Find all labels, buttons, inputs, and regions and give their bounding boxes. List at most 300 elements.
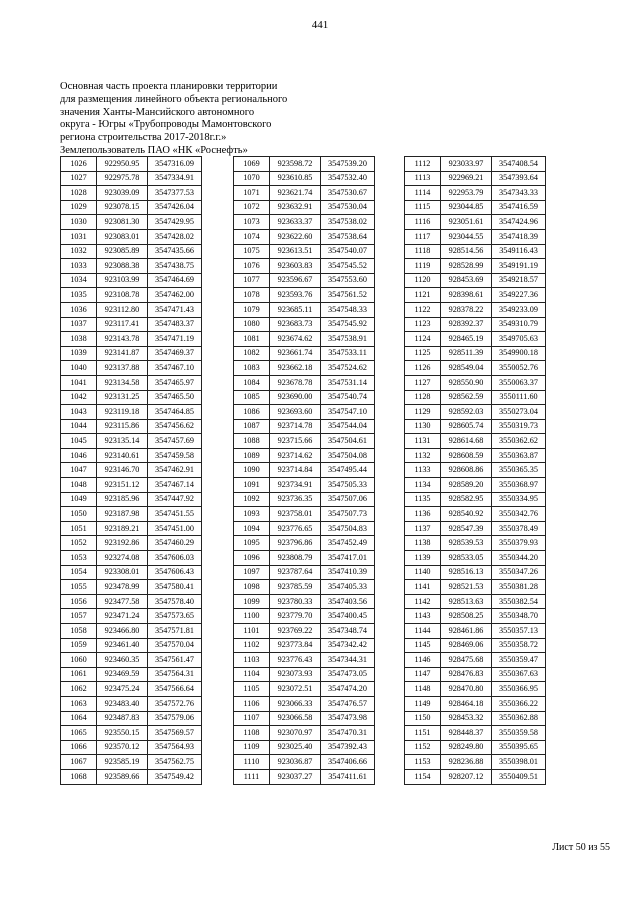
heading-line: для размещения линейного объекта регионального (60, 93, 288, 105)
point-number-cell: 1143 (405, 609, 441, 624)
table-row (234, 667, 375, 682)
heading-line: Землепользователь ПАО «НК «Роснефть» (60, 144, 248, 156)
y-coordinate-cell: 3550342.76 (492, 507, 546, 522)
table-row (405, 696, 546, 711)
table-row (234, 361, 375, 376)
document-heading (60, 81, 360, 158)
point-number-cell: 1057 (61, 609, 97, 624)
table-row (61, 638, 202, 653)
table-row (405, 463, 546, 478)
table-row (61, 419, 202, 434)
table-row (234, 419, 375, 434)
table-row (234, 375, 375, 390)
point-number-cell: 1071 (234, 186, 270, 201)
y-coordinate-cell: 3550052.76 (492, 361, 546, 376)
x-coordinate-cell: 923025.40 (270, 740, 321, 755)
point-number-cell: 1147 (405, 667, 441, 682)
x-coordinate-cell: 928592.03 (441, 405, 492, 420)
x-coordinate-cell: 923078.15 (97, 200, 148, 215)
table-row (405, 521, 546, 536)
y-coordinate-cell: 3550368.97 (492, 478, 546, 493)
table-row (234, 726, 375, 741)
x-coordinate-cell: 923117.41 (97, 317, 148, 332)
y-coordinate-cell: 3547538.91 (321, 332, 375, 347)
x-coordinate-cell: 923714.62 (270, 448, 321, 463)
y-coordinate-cell: 3547429.95 (148, 215, 202, 230)
y-coordinate-cell: 3547467.10 (148, 361, 202, 376)
x-coordinate-cell: 923141.87 (97, 346, 148, 361)
point-number-cell: 1034 (61, 273, 97, 288)
x-coordinate-cell: 923471.24 (97, 609, 148, 624)
x-coordinate-cell: 923103.99 (97, 273, 148, 288)
x-coordinate-cell: 922950.95 (97, 157, 148, 172)
point-number-cell: 1135 (405, 492, 441, 507)
table-row (234, 317, 375, 332)
table-row (405, 302, 546, 317)
y-coordinate-cell: 3547426.04 (148, 200, 202, 215)
x-coordinate-cell: 928608.59 (441, 448, 492, 463)
table-row (405, 740, 546, 755)
x-coordinate-cell: 923779.70 (270, 609, 321, 624)
point-number-cell: 1029 (61, 200, 97, 215)
table-row (405, 171, 546, 186)
point-number-cell: 1040 (61, 361, 97, 376)
point-number-cell: 1072 (234, 200, 270, 215)
x-coordinate-cell: 923140.61 (97, 448, 148, 463)
y-coordinate-cell: 3547471.43 (148, 302, 202, 317)
y-coordinate-cell: 3550111.60 (492, 390, 546, 405)
table-row (61, 492, 202, 507)
table-row (61, 551, 202, 566)
point-number-cell: 1045 (61, 434, 97, 449)
y-coordinate-cell: 3547406.66 (321, 755, 375, 770)
table-row (405, 726, 546, 741)
y-coordinate-cell: 3547544.04 (321, 419, 375, 434)
table-row (405, 478, 546, 493)
x-coordinate-cell: 923603.83 (270, 259, 321, 274)
point-number-cell: 1044 (61, 419, 97, 434)
y-coordinate-cell: 3547564.31 (148, 667, 202, 682)
y-coordinate-cell: 3547545.92 (321, 317, 375, 332)
table-row (61, 696, 202, 711)
y-coordinate-cell: 3547467.14 (148, 478, 202, 493)
point-number-cell: 1114 (405, 186, 441, 201)
x-coordinate-cell: 928249.80 (441, 740, 492, 755)
point-number-cell: 1068 (61, 769, 97, 784)
x-coordinate-cell: 923589.66 (97, 769, 148, 784)
point-number-cell: 1126 (405, 361, 441, 376)
y-coordinate-cell: 3547410.39 (321, 565, 375, 580)
point-number-cell: 1099 (234, 594, 270, 609)
y-coordinate-cell: 3549227.36 (492, 288, 546, 303)
x-coordinate-cell: 923039.09 (97, 186, 148, 201)
table-row (234, 492, 375, 507)
point-number-cell: 1145 (405, 638, 441, 653)
heading-line: значения Ханты-Мансийского автономного (60, 106, 255, 118)
y-coordinate-cell: 3547553.60 (321, 273, 375, 288)
y-coordinate-cell: 3550381.28 (492, 580, 546, 595)
table-row (234, 565, 375, 580)
y-coordinate-cell: 3547451.55 (148, 507, 202, 522)
y-coordinate-cell: 3550357.13 (492, 624, 546, 639)
y-coordinate-cell: 3547507.73 (321, 507, 375, 522)
x-coordinate-cell: 923460.35 (97, 653, 148, 668)
point-number-cell: 1047 (61, 463, 97, 478)
y-coordinate-cell: 3547465.97 (148, 375, 202, 390)
x-coordinate-cell: 923112.80 (97, 302, 148, 317)
point-number-cell: 1132 (405, 448, 441, 463)
point-number-cell: 1080 (234, 317, 270, 332)
point-number-cell: 1069 (234, 157, 270, 172)
x-coordinate-cell: 923187.98 (97, 507, 148, 522)
table-row (234, 609, 375, 624)
point-number-cell: 1116 (405, 215, 441, 230)
x-coordinate-cell: 928508.25 (441, 609, 492, 624)
x-coordinate-cell: 928453.69 (441, 273, 492, 288)
table-row (61, 273, 202, 288)
table-row (405, 405, 546, 420)
y-coordinate-cell: 3550409.51 (492, 769, 546, 784)
y-coordinate-cell: 3547452.49 (321, 536, 375, 551)
table-row (234, 755, 375, 770)
x-coordinate-cell: 928549.04 (441, 361, 492, 376)
y-coordinate-cell: 3547561.47 (148, 653, 202, 668)
point-number-cell: 1056 (61, 594, 97, 609)
point-number-cell: 1150 (405, 711, 441, 726)
x-coordinate-cell: 928469.06 (441, 638, 492, 653)
point-number-cell: 1103 (234, 653, 270, 668)
table-row (405, 332, 546, 347)
y-coordinate-cell: 3547377.53 (148, 186, 202, 201)
y-coordinate-cell: 3550395.65 (492, 740, 546, 755)
x-coordinate-cell: 923613.51 (270, 244, 321, 259)
y-coordinate-cell: 3547545.52 (321, 259, 375, 274)
table-row (61, 229, 202, 244)
x-coordinate-cell: 923274.08 (97, 551, 148, 566)
point-number-cell: 1131 (405, 434, 441, 449)
point-number-cell: 1146 (405, 653, 441, 668)
table-row (61, 463, 202, 478)
y-coordinate-cell: 3550063.37 (492, 375, 546, 390)
point-number-cell: 1077 (234, 273, 270, 288)
point-number-cell: 1026 (61, 157, 97, 172)
x-coordinate-cell: 928476.83 (441, 667, 492, 682)
x-coordinate-cell: 923610.85 (270, 171, 321, 186)
y-coordinate-cell: 3547469.37 (148, 346, 202, 361)
point-number-cell: 1037 (61, 317, 97, 332)
point-number-cell: 1127 (405, 375, 441, 390)
x-coordinate-cell: 923714.78 (270, 419, 321, 434)
y-coordinate-cell: 3547464.85 (148, 405, 202, 420)
y-coordinate-cell: 3550365.35 (492, 463, 546, 478)
table-row (61, 478, 202, 493)
y-coordinate-cell: 3550367.63 (492, 667, 546, 682)
y-coordinate-cell: 3547571.81 (148, 624, 202, 639)
table-row (405, 551, 546, 566)
y-coordinate-cell: 3547580.41 (148, 580, 202, 595)
point-number-cell: 1093 (234, 507, 270, 522)
x-coordinate-cell: 928614.68 (441, 434, 492, 449)
point-number-cell: 1141 (405, 580, 441, 595)
coordinates-table-1 (60, 156, 202, 785)
y-coordinate-cell: 3547438.75 (148, 259, 202, 274)
table-row (61, 769, 202, 784)
y-coordinate-cell: 3547530.04 (321, 200, 375, 215)
point-number-cell: 1082 (234, 346, 270, 361)
point-number-cell: 1046 (61, 448, 97, 463)
point-number-cell: 1041 (61, 375, 97, 390)
table-row (405, 375, 546, 390)
point-number-cell: 1059 (61, 638, 97, 653)
x-coordinate-cell: 923598.72 (270, 157, 321, 172)
point-number-cell: 1070 (234, 171, 270, 186)
x-coordinate-cell: 923483.40 (97, 696, 148, 711)
table-row (234, 740, 375, 755)
table-row (61, 711, 202, 726)
x-coordinate-cell: 928540.92 (441, 507, 492, 522)
x-coordinate-cell: 923596.67 (270, 273, 321, 288)
y-coordinate-cell: 3547316.09 (148, 157, 202, 172)
y-coordinate-cell: 3549310.79 (492, 317, 546, 332)
y-coordinate-cell: 3547533.11 (321, 346, 375, 361)
table-row (234, 186, 375, 201)
point-number-cell: 1052 (61, 536, 97, 551)
y-coordinate-cell: 3550319.73 (492, 419, 546, 434)
point-number-cell: 1036 (61, 302, 97, 317)
point-number-cell: 1104 (234, 667, 270, 682)
table-row (405, 609, 546, 624)
y-coordinate-cell: 3547464.69 (148, 273, 202, 288)
point-number-cell: 1088 (234, 434, 270, 449)
x-coordinate-cell: 928589.20 (441, 478, 492, 493)
point-number-cell: 1096 (234, 551, 270, 566)
x-coordinate-cell: 923780.33 (270, 594, 321, 609)
x-coordinate-cell: 928236.88 (441, 755, 492, 770)
y-coordinate-cell: 3550359.58 (492, 726, 546, 741)
point-number-cell: 1062 (61, 682, 97, 697)
point-number-cell: 1053 (61, 551, 97, 566)
point-number-cell: 1091 (234, 478, 270, 493)
y-coordinate-cell: 3549705.63 (492, 332, 546, 347)
x-coordinate-cell: 928516.13 (441, 565, 492, 580)
x-coordinate-cell: 928453.32 (441, 711, 492, 726)
y-coordinate-cell: 3547462.91 (148, 463, 202, 478)
point-number-cell: 1134 (405, 478, 441, 493)
point-number-cell: 1084 (234, 375, 270, 390)
x-coordinate-cell: 928513.63 (441, 594, 492, 609)
table-row (61, 667, 202, 682)
y-coordinate-cell: 3547547.10 (321, 405, 375, 420)
x-coordinate-cell: 928392.37 (441, 317, 492, 332)
y-coordinate-cell: 3547566.64 (148, 682, 202, 697)
table-row (61, 624, 202, 639)
x-coordinate-cell: 928475.68 (441, 653, 492, 668)
y-coordinate-cell: 3547459.58 (148, 448, 202, 463)
table-row (405, 346, 546, 361)
x-coordinate-cell: 923051.61 (441, 215, 492, 230)
point-number-cell: 1111 (234, 769, 270, 784)
table-row (234, 273, 375, 288)
y-coordinate-cell: 3550382.54 (492, 594, 546, 609)
point-number-cell: 1095 (234, 536, 270, 551)
coordinates-table-3 (404, 156, 546, 785)
x-coordinate-cell: 923308.01 (97, 565, 148, 580)
x-coordinate-cell: 923066.33 (270, 696, 321, 711)
table-row (405, 492, 546, 507)
table-row (234, 405, 375, 420)
point-number-cell: 1032 (61, 244, 97, 259)
x-coordinate-cell: 928448.37 (441, 726, 492, 741)
y-coordinate-cell: 3550398.01 (492, 755, 546, 770)
table-row (234, 682, 375, 697)
table-row (61, 390, 202, 405)
point-number-cell: 1109 (234, 740, 270, 755)
x-coordinate-cell: 928521.53 (441, 580, 492, 595)
x-coordinate-cell: 928398.61 (441, 288, 492, 303)
y-coordinate-cell: 3547562.75 (148, 755, 202, 770)
y-coordinate-cell: 3547393.64 (492, 171, 546, 186)
table-row (234, 259, 375, 274)
x-coordinate-cell: 923475.24 (97, 682, 148, 697)
point-number-cell: 1066 (61, 740, 97, 755)
x-coordinate-cell: 923758.01 (270, 507, 321, 522)
y-coordinate-cell: 3547473.05 (321, 667, 375, 682)
table-row (234, 769, 375, 784)
y-coordinate-cell: 3547400.45 (321, 609, 375, 624)
table-row (61, 565, 202, 580)
table-row (234, 463, 375, 478)
table-row (405, 594, 546, 609)
table-row (405, 580, 546, 595)
x-coordinate-cell: 923776.43 (270, 653, 321, 668)
table-row (234, 536, 375, 551)
table-row (61, 521, 202, 536)
y-coordinate-cell: 3550348.70 (492, 609, 546, 624)
table-row (234, 507, 375, 522)
y-coordinate-cell: 3549116.43 (492, 244, 546, 259)
y-coordinate-cell: 3547505.33 (321, 478, 375, 493)
x-coordinate-cell: 923131.25 (97, 390, 148, 405)
x-coordinate-cell: 923070.97 (270, 726, 321, 741)
y-coordinate-cell: 3547456.62 (148, 419, 202, 434)
point-number-cell: 1130 (405, 419, 441, 434)
x-coordinate-cell: 923085.89 (97, 244, 148, 259)
y-coordinate-cell: 3547343.33 (492, 186, 546, 201)
y-coordinate-cell: 3547539.20 (321, 157, 375, 172)
point-number-cell: 1086 (234, 405, 270, 420)
y-coordinate-cell: 3547504.08 (321, 448, 375, 463)
table-row (234, 551, 375, 566)
point-number-cell: 1073 (234, 215, 270, 230)
y-coordinate-cell: 3547507.06 (321, 492, 375, 507)
y-coordinate-cell: 3547447.92 (148, 492, 202, 507)
table-row (234, 171, 375, 186)
table-row (234, 448, 375, 463)
point-number-cell: 1102 (234, 638, 270, 653)
table-row (61, 536, 202, 551)
x-coordinate-cell: 928461.86 (441, 624, 492, 639)
y-coordinate-cell: 3550273.04 (492, 405, 546, 420)
heading-line: региона строительства 2017-2018г.г.» (60, 132, 227, 144)
table-row (61, 302, 202, 317)
x-coordinate-cell: 923036.87 (270, 755, 321, 770)
x-coordinate-cell: 923115.86 (97, 419, 148, 434)
table-row (61, 332, 202, 347)
table-row (405, 273, 546, 288)
x-coordinate-cell: 923135.14 (97, 434, 148, 449)
point-number-cell: 1067 (61, 755, 97, 770)
table-row (405, 711, 546, 726)
point-number-cell: 1098 (234, 580, 270, 595)
y-coordinate-cell: 3547548.33 (321, 302, 375, 317)
point-number-cell: 1139 (405, 551, 441, 566)
y-coordinate-cell: 3547569.57 (148, 726, 202, 741)
x-coordinate-cell: 923769.22 (270, 624, 321, 639)
point-number-cell: 1149 (405, 696, 441, 711)
table-row (234, 390, 375, 405)
y-coordinate-cell: 3547531.14 (321, 375, 375, 390)
x-coordinate-cell: 923083.01 (97, 229, 148, 244)
x-coordinate-cell: 923143.78 (97, 332, 148, 347)
table-row (234, 332, 375, 347)
x-coordinate-cell: 928605.74 (441, 419, 492, 434)
y-coordinate-cell: 3549191.19 (492, 259, 546, 274)
point-number-cell: 1115 (405, 200, 441, 215)
table-row (405, 157, 546, 172)
table-row (405, 624, 546, 639)
y-coordinate-cell: 3547570.04 (148, 638, 202, 653)
y-coordinate-cell: 3547564.93 (148, 740, 202, 755)
x-coordinate-cell: 923189.21 (97, 521, 148, 536)
table-row (234, 346, 375, 361)
point-number-cell: 1133 (405, 463, 441, 478)
x-coordinate-cell: 923088.38 (97, 259, 148, 274)
x-coordinate-cell: 923785.59 (270, 580, 321, 595)
x-coordinate-cell: 928562.59 (441, 390, 492, 405)
x-coordinate-cell: 923072.51 (270, 682, 321, 697)
y-coordinate-cell: 3550362.88 (492, 711, 546, 726)
x-coordinate-cell: 928470.80 (441, 682, 492, 697)
point-number-cell: 1107 (234, 711, 270, 726)
x-coordinate-cell: 923714.84 (270, 463, 321, 478)
point-number-cell: 1043 (61, 405, 97, 420)
table-row (405, 215, 546, 230)
table-row (405, 229, 546, 244)
x-coordinate-cell: 923683.73 (270, 317, 321, 332)
table-row (61, 361, 202, 376)
point-number-cell: 1118 (405, 244, 441, 259)
y-coordinate-cell: 3547418.39 (492, 229, 546, 244)
table-row (234, 521, 375, 536)
table-row (234, 638, 375, 653)
table-row (234, 200, 375, 215)
y-coordinate-cell: 3547342.42 (321, 638, 375, 653)
y-coordinate-cell: 3547532.40 (321, 171, 375, 186)
table-row (234, 594, 375, 609)
x-coordinate-cell: 923081.30 (97, 215, 148, 230)
y-coordinate-cell: 3547416.59 (492, 200, 546, 215)
x-coordinate-cell: 923736.35 (270, 492, 321, 507)
x-coordinate-cell: 928378.22 (441, 302, 492, 317)
table-row (405, 682, 546, 697)
point-number-cell: 1063 (61, 696, 97, 711)
table-row (61, 682, 202, 697)
point-number-cell: 1117 (405, 229, 441, 244)
y-coordinate-cell: 3547572.76 (148, 696, 202, 711)
y-coordinate-cell: 3547348.74 (321, 624, 375, 639)
point-number-cell: 1074 (234, 229, 270, 244)
x-coordinate-cell: 928547.39 (441, 521, 492, 536)
